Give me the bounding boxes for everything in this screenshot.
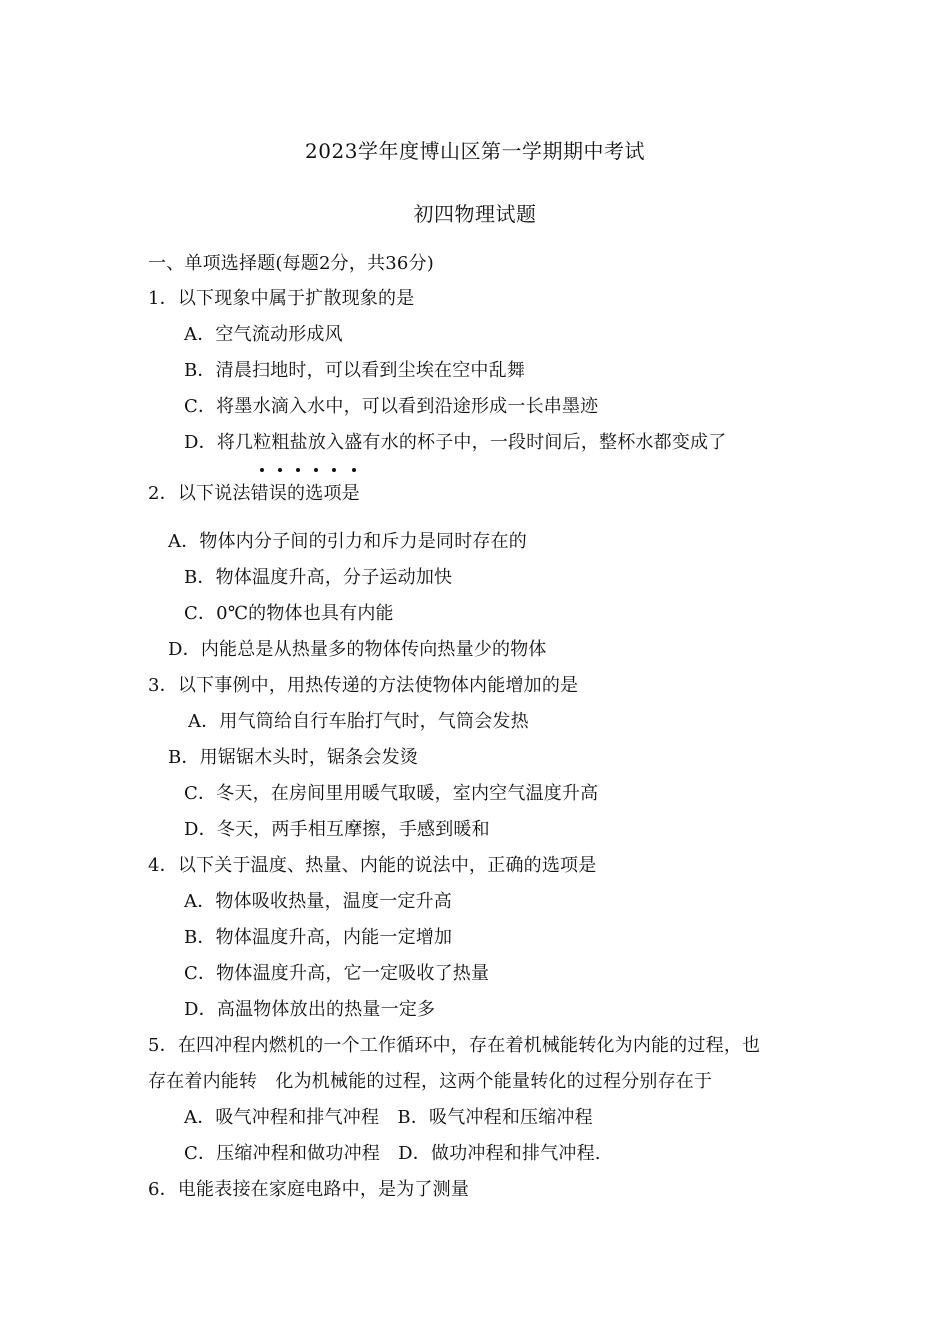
emphasis-dots — [256, 460, 366, 480]
question-2-option-a: A．物体内分子间的引力和斥力是同时存在的 — [168, 531, 527, 552]
question-2-stem: 2．以下说法错误的选项是 — [148, 483, 360, 504]
section-heading: 一、单项选择题(每题2分，共36分) — [148, 253, 434, 274]
question-5-stem-line-2: 存在着内能转 化为机械能的过程，这两个能量转化的过程分别存在于 — [148, 1071, 713, 1092]
emphasis-dot — [332, 468, 336, 472]
question-2-option-d: D．内能总是从热量多的物体传向热量少的物体 — [168, 639, 547, 660]
question-4-option-d: D．高温物体放出的热量一定多 — [184, 999, 436, 1020]
question-6-stem: 6．电能表接在家庭电路中，是为了测量 — [148, 1179, 470, 1200]
question-3-option-d: D．冬天，两手相互摩擦，手感到暖和 — [184, 819, 490, 840]
question-4-option-a: A．物体吸收热量，温度一定升高 — [184, 891, 452, 912]
question-2-option-c: C．0℃的物体也具有内能 — [184, 603, 394, 624]
emphasis-dot — [296, 468, 300, 472]
emphasis-dot — [260, 468, 264, 472]
exam-title: 2023学年度博山区第一学期期中考试 — [305, 139, 645, 163]
question-2-option-b: B．物体温度升高，分子运动加快 — [184, 567, 453, 588]
question-4-option-b: B．物体温度升高，内能一定增加 — [184, 927, 453, 948]
question-1-option-a: A．空气流动形成风 — [184, 324, 343, 345]
question-3-option-b: B．用锯锯木头时，锯条会发烫 — [168, 747, 419, 768]
emphasis-dot — [278, 468, 282, 472]
question-3-option-c: C．冬天，在房间里用暖气取暖，室内空气温度升高 — [184, 783, 599, 804]
emphasis-dot — [314, 468, 318, 472]
question-5-options-row-1: A．吸气冲程和排气冲程 B．吸气冲程和压缩冲程 — [184, 1107, 593, 1128]
question-1-option-c: C．将墨水滴入水中，可以看到沿途形成一长串墨迹 — [184, 396, 599, 417]
question-1-stem: 1．以下现象中属于扩散现象的是 — [148, 288, 415, 309]
emphasis-dot — [352, 468, 356, 472]
exam-subtitle: 初四物理试题 — [413, 202, 537, 226]
question-5-options-row-2: C．压缩冲程和做功冲程 D．做功冲程和排气冲程. — [184, 1143, 601, 1164]
question-4-option-c: C．物体温度升高，它一定吸收了热量 — [184, 963, 490, 984]
question-1-option-b: B．清晨扫地时，可以看到尘埃在空中乱舞 — [184, 360, 526, 381]
question-4-stem: 4．以下关于温度、热量、内能的说法中，正确的选项是 — [148, 855, 597, 876]
question-3-option-a: A．用气筒给自行车胎打气时，气筒会发热 — [188, 711, 529, 732]
question-5-stem-line-1: 5．在四冲程内燃机的一个工作循环中，存在着机械能转化为内能的过程，也 — [148, 1035, 761, 1056]
question-1-option-d: D．将几粒粗盐放入盛有水的杯子中，一段时间后，整杯水都变成了 — [184, 432, 727, 453]
question-3-stem: 3．以下事例中，用热传递的方法使物体内能增加的是 — [148, 675, 579, 696]
